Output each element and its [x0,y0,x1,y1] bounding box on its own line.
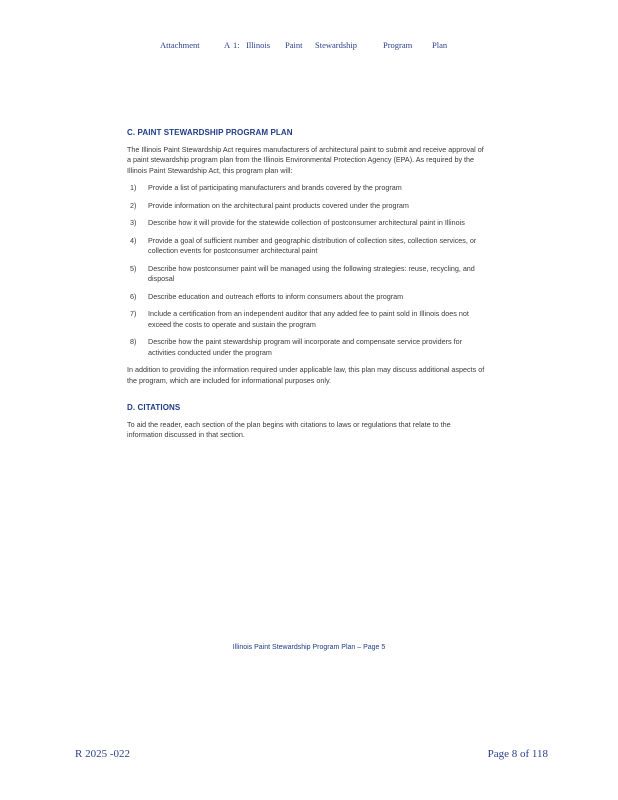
list-text: Include a certification from an independent auditor that any added fee to paint sold in Illinois does not exceed the costs to operate and sustain the program [148,309,469,329]
list-number: 3) [130,218,137,227]
document-body [127,128,487,441]
list-text: Describe how it will provide for the statewide collection of postconsumer architectural paint in Illinois [148,218,465,227]
list-item [127,236,487,257]
list-number: 1) [130,183,137,192]
list-item [127,183,487,194]
header-word: Plan [432,40,448,50]
list-number: 4) [130,235,137,245]
list-text: Provide a list of participating manufacturers and brands covered by the program [148,183,402,192]
header-word: Attachment [160,40,200,50]
closing-paragraph: In addition to providing the information required under applicable law, this plan may discuss additional aspects of the program, which are included for informational purposes only. [127,365,485,385]
list-item [127,292,487,303]
list-item [127,201,487,212]
header-word: A [224,40,231,50]
list-number: 5) [130,263,137,273]
list-item [127,218,487,229]
list-text: Describe how the paint stewardship program will incorporate and compensate service providers for activities conducted under the program [148,337,463,357]
list-item [127,264,487,285]
header-word: Program [383,40,413,50]
inner-page-footer: Illinois Paint Stewardship Program Plan – Page 5 [232,644,386,651]
plan-requirements-list [127,183,487,358]
section-heading-paint-stewardship: C. PAINT STEWARDSHIP PROGRAM PLAN [127,128,293,137]
citations-paragraph: To aid the reader, each section of the plan begins with citations to laws or regulations that relate to the information discussed in that section. [127,419,451,439]
header-word: Paint [285,40,303,50]
intro-paragraph: The Illinois Paint Stewardship Act requires manufacturers of architectural paint to submit and receive approval of a paint stewardship program plan from the Illinois Environmental Protection Agency (EPA). As required by the Illinois Paint Stewardship Act, this program plan will: [127,144,484,175]
list-text: Provide information on the architectural paint products covered under the program [148,200,409,210]
list-number: 2) [130,200,137,210]
page-number: Page 8 of 118 [487,748,548,760]
list-number: 6) [130,291,137,301]
list-text: Describe education and outreach efforts to inform consumers about the program [148,291,404,301]
list-text: Provide a goal of sufficient number and geographic distribution of collection sites, collection services, or collection events for postconsumer architectural paint [148,235,477,255]
list-item [127,309,487,330]
list-number: 8) [130,337,137,346]
section-heading-citations: D. CITATIONS [127,403,181,412]
page-header [0,40,618,52]
header-word: Illinois [246,40,271,50]
list-item [127,337,487,358]
list-text: Describe how postconsumer paint will be managed using the following strategies: reuse, recycling, and disposal [148,263,475,283]
docket-number: R 2025 -022 [75,748,130,760]
header-word: Stewardship [315,40,358,50]
header-word: 1: [233,40,240,50]
list-number: 7) [130,309,137,318]
